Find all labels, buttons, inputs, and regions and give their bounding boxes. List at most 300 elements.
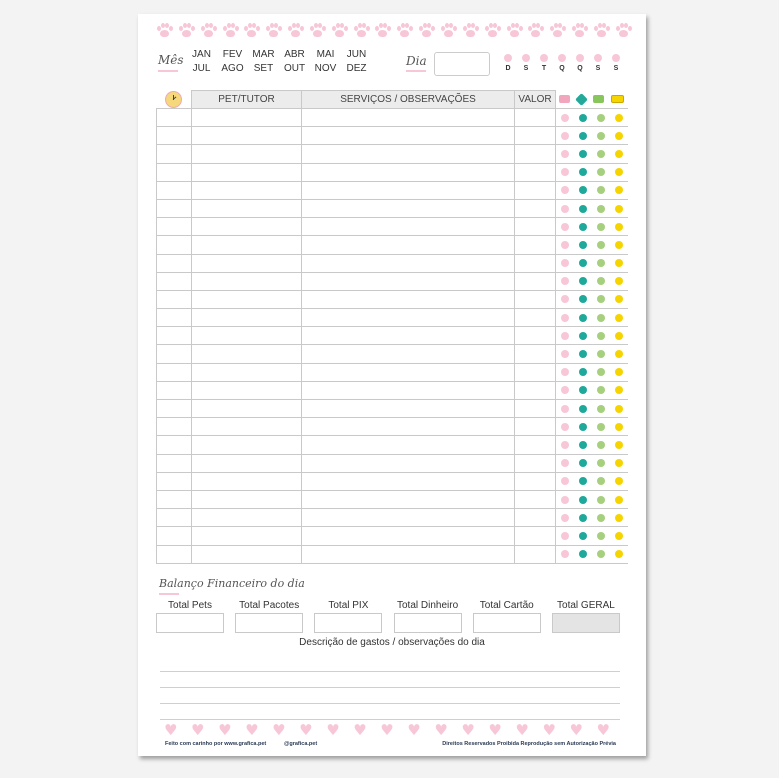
pet-tutor-cell[interactable]: [192, 272, 302, 290]
services-cell[interactable]: [302, 490, 515, 508]
table-row: [157, 454, 628, 472]
payment-option-dot[interactable]: [615, 332, 623, 340]
pet-tutor-cell[interactable]: [192, 327, 302, 345]
payment-method-cell: [556, 290, 628, 308]
paw-icon: [178, 23, 194, 39]
payment-option-dot[interactable]: [579, 514, 587, 522]
payment-option-dot[interactable]: [579, 423, 587, 431]
footer-credit: Feito com carinho por www.grafica.pet: [165, 741, 267, 747]
heart-icon: ♥: [326, 721, 340, 739]
payment-option-dot[interactable]: [579, 477, 587, 485]
valor-cell[interactable]: [515, 272, 556, 290]
payment-option-dot[interactable]: [615, 386, 623, 394]
weekday-dot[interactable]: [558, 54, 566, 62]
weekday-dot[interactable]: [576, 54, 584, 62]
payment-option-dot[interactable]: [597, 405, 605, 413]
table-row: [157, 236, 628, 254]
services-cell[interactable]: [302, 254, 515, 272]
paw-icon: [593, 23, 609, 39]
pet-tutor-cell[interactable]: [192, 436, 302, 454]
payment-option-dot[interactable]: [561, 259, 569, 267]
payment-option-dot[interactable]: [561, 114, 569, 122]
payment-method-cell: [556, 272, 628, 290]
payment-method-cell: [556, 363, 628, 381]
services-cell[interactable]: [302, 218, 515, 236]
services-cell[interactable]: [302, 127, 515, 145]
pet-tutor-cell[interactable]: [192, 254, 302, 272]
notes-line[interactable]: [160, 719, 620, 720]
table-row: [157, 109, 628, 127]
pet-tutor-cell[interactable]: [192, 181, 302, 199]
time-cell[interactable]: [157, 218, 192, 236]
paw-icon: [418, 23, 434, 39]
payment-option-dot[interactable]: [561, 223, 569, 231]
payment-option-dot[interactable]: [597, 205, 605, 213]
services-cell[interactable]: [302, 527, 515, 545]
table-row: [157, 363, 628, 381]
time-cell[interactable]: [157, 418, 192, 436]
payment-option-dot[interactable]: [597, 223, 605, 231]
time-cell[interactable]: [157, 254, 192, 272]
payment-option-dot[interactable]: [597, 150, 605, 158]
weekday-dot[interactable]: [504, 54, 512, 62]
payment-option-dot[interactable]: [561, 477, 569, 485]
payment-option-dot[interactable]: [597, 459, 605, 467]
valor-cell[interactable]: [515, 145, 556, 163]
payment-option-dot[interactable]: [561, 277, 569, 285]
services-cell[interactable]: [302, 454, 515, 472]
payment-option-dot[interactable]: [579, 277, 587, 285]
services-cell[interactable]: [302, 400, 515, 418]
table-row: [157, 127, 628, 145]
time-cell[interactable]: [157, 436, 192, 454]
paw-icon: [549, 23, 565, 39]
weekday-letter: Q: [577, 65, 583, 72]
time-cell[interactable]: [157, 309, 192, 327]
payment-option-dot[interactable]: [597, 350, 605, 358]
payment-option-dot[interactable]: [597, 532, 605, 540]
services-cell[interactable]: [302, 345, 515, 363]
weekday-dot[interactable]: [594, 54, 602, 62]
time-cell[interactable]: [157, 145, 192, 163]
payment-option-dot[interactable]: [615, 150, 623, 158]
payment-option-dot[interactable]: [615, 277, 623, 285]
month-option[interactable]: JUL: [192, 63, 211, 74]
time-cell[interactable]: [157, 272, 192, 290]
time-cell[interactable]: [157, 127, 192, 145]
paw-icon: [222, 23, 238, 39]
weekday-option[interactable]: [610, 54, 622, 72]
payment-option-dot[interactable]: [561, 459, 569, 467]
heart-icon: ♥: [461, 721, 475, 739]
payment-option-dot[interactable]: [561, 132, 569, 140]
payment-option-dot[interactable]: [615, 514, 623, 522]
payment-option-dot[interactable]: [579, 405, 587, 413]
valor-cell[interactable]: [515, 509, 556, 527]
payment-option-dot[interactable]: [597, 332, 605, 340]
time-cell[interactable]: [157, 545, 192, 563]
valor-cell[interactable]: [515, 381, 556, 399]
payment-option-dot[interactable]: [597, 386, 605, 394]
weekday-option[interactable]: [556, 54, 568, 72]
weekday-dot[interactable]: [612, 54, 620, 62]
payment-option-dot[interactable]: [615, 223, 623, 231]
time-cell[interactable]: [157, 109, 192, 127]
payment-option-dot[interactable]: [579, 550, 587, 558]
payment-option-dot[interactable]: [579, 386, 587, 394]
payment-method-cell: [556, 418, 628, 436]
valor-cell[interactable]: [515, 400, 556, 418]
table-row: [157, 490, 628, 508]
time-cell[interactable]: [157, 490, 192, 508]
valor-cell[interactable]: [515, 163, 556, 181]
payment-option-dot[interactable]: [597, 168, 605, 176]
valor-cell[interactable]: [515, 418, 556, 436]
valor-cell[interactable]: [515, 236, 556, 254]
pet-tutor-cell[interactable]: [192, 309, 302, 327]
pet-tutor-cell[interactable]: [192, 290, 302, 308]
pet-tutor-cell[interactable]: [192, 109, 302, 127]
month-option[interactable]: NOV: [314, 63, 337, 74]
heart-icon: ♥: [515, 721, 529, 739]
payment-option-dot[interactable]: [597, 277, 605, 285]
payment-method-cell: [556, 109, 628, 127]
payment-option-dot[interactable]: [561, 423, 569, 431]
pet-tutor-cell[interactable]: [192, 527, 302, 545]
payment-method-cell: [556, 345, 628, 363]
payment-option-dot[interactable]: [579, 223, 587, 231]
payment-option-dot[interactable]: [597, 477, 605, 485]
pet-tutor-cell[interactable]: [192, 127, 302, 145]
time-cell[interactable]: [157, 363, 192, 381]
payment-option-dot[interactable]: [615, 550, 623, 558]
weekday-dot[interactable]: [540, 54, 548, 62]
pet-tutor-cell[interactable]: [192, 163, 302, 181]
payment-option-dot[interactable]: [615, 259, 623, 267]
payment-option-dot[interactable]: [615, 368, 623, 376]
services-cell[interactable]: [302, 363, 515, 381]
month-option[interactable]: JUN: [346, 49, 367, 60]
payment-option-dot[interactable]: [561, 550, 569, 558]
payment-option-dot[interactable]: [579, 314, 587, 322]
payment-option-dot[interactable]: [597, 441, 605, 449]
heart-icon: ♥: [299, 721, 313, 739]
payment-option-dot[interactable]: [561, 405, 569, 413]
day-input-box[interactable]: [434, 52, 490, 76]
payment-option-dot[interactable]: [597, 259, 605, 267]
payment-option-dot[interactable]: [615, 314, 623, 322]
payment-option-dot[interactable]: [579, 205, 587, 213]
heart-icon: ♥: [542, 721, 556, 739]
month-option[interactable]: AGO: [221, 63, 244, 74]
payment-option-dot[interactable]: [615, 405, 623, 413]
services-cell[interactable]: [302, 181, 515, 199]
payment-option-dot[interactable]: [561, 168, 569, 176]
pet-tutor-cell[interactable]: [192, 218, 302, 236]
weekday-letter: Q: [559, 65, 565, 72]
payment-option-dot[interactable]: [597, 186, 605, 194]
time-cell[interactable]: [157, 290, 192, 308]
payment-option-dot[interactable]: [615, 459, 623, 467]
table-row: [157, 436, 628, 454]
services-cell[interactable]: [302, 509, 515, 527]
payment-option-dot[interactable]: [579, 186, 587, 194]
time-cell[interactable]: [157, 199, 192, 217]
payment-option-dot[interactable]: [561, 514, 569, 522]
payment-option-dot[interactable]: [561, 386, 569, 394]
valor-cell[interactable]: [515, 545, 556, 563]
total-input-box[interactable]: [394, 613, 462, 633]
payment-option-dot[interactable]: [561, 314, 569, 322]
payment-option-dot[interactable]: [615, 350, 623, 358]
valor-cell[interactable]: [515, 254, 556, 272]
valor-cell[interactable]: [515, 290, 556, 308]
month-option[interactable]: MAI: [316, 49, 335, 60]
month-option[interactable]: JAN: [192, 49, 211, 60]
payment-option-dot[interactable]: [579, 150, 587, 158]
time-cell[interactable]: [157, 527, 192, 545]
payment-option-dot[interactable]: [597, 496, 605, 504]
total-field: [394, 600, 462, 633]
pet-tutor-cell[interactable]: [192, 472, 302, 490]
payment-option-dot[interactable]: [579, 132, 587, 140]
pet-tutor-cell[interactable]: [192, 145, 302, 163]
valor-cell[interactable]: [515, 109, 556, 127]
payment-method-cell: [556, 199, 628, 217]
column-header-services: SERVIÇOS / OBSERVAÇÕES: [302, 91, 515, 109]
time-column-header: [157, 91, 192, 109]
payment-option-dot[interactable]: [579, 350, 587, 358]
paw-border: [156, 23, 631, 43]
payment-option-dot[interactable]: [561, 241, 569, 249]
services-cell[interactable]: [302, 418, 515, 436]
payment-option-dot[interactable]: [579, 459, 587, 467]
total-input-box[interactable]: [552, 613, 620, 633]
payment-option-dot[interactable]: [615, 114, 623, 122]
payment-method-cell: [556, 436, 628, 454]
payment-option-dot[interactable]: [597, 132, 605, 140]
payment-option-dot[interactable]: [615, 241, 623, 249]
services-cell[interactable]: [302, 272, 515, 290]
month-option[interactable]: SET: [253, 63, 274, 74]
services-cell[interactable]: [302, 290, 515, 308]
column-header-valor: VALOR: [515, 91, 556, 109]
payment-option-dot[interactable]: [615, 205, 623, 213]
payment-option-dot[interactable]: [579, 259, 587, 267]
table-row: [157, 400, 628, 418]
payment-option-dot[interactable]: [615, 441, 623, 449]
pet-tutor-cell[interactable]: [192, 381, 302, 399]
valor-cell[interactable]: [515, 345, 556, 363]
time-cell[interactable]: [157, 327, 192, 345]
payment-option-dot[interactable]: [561, 350, 569, 358]
payment-option-dot[interactable]: [579, 332, 587, 340]
payment-option-dot[interactable]: [579, 241, 587, 249]
weekday-option[interactable]: [520, 54, 532, 72]
valor-cell[interactable]: [515, 327, 556, 345]
cash-icon: [593, 95, 604, 103]
paw-icon: [309, 23, 325, 39]
time-cell[interactable]: [157, 472, 192, 490]
valor-cell[interactable]: [515, 436, 556, 454]
services-cell[interactable]: [302, 472, 515, 490]
services-cell[interactable]: [302, 199, 515, 217]
total-field: [235, 600, 303, 633]
payment-option-dot[interactable]: [615, 423, 623, 431]
services-cell[interactable]: [302, 145, 515, 163]
payment-option-dot[interactable]: [579, 532, 587, 540]
payment-option-dot[interactable]: [579, 168, 587, 176]
valor-cell[interactable]: [515, 218, 556, 236]
total-input-box[interactable]: [235, 613, 303, 633]
notes-line[interactable]: [160, 703, 620, 704]
time-cell[interactable]: [157, 181, 192, 199]
weekday-selector: [502, 54, 622, 72]
services-cell[interactable]: [302, 163, 515, 181]
pet-tutor-cell[interactable]: [192, 199, 302, 217]
payment-option-dot[interactable]: [579, 496, 587, 504]
clock-icon: [165, 91, 182, 108]
weekday-option[interactable]: [592, 54, 604, 72]
payment-option-dot[interactable]: [561, 295, 569, 303]
month-option[interactable]: ABR: [284, 49, 305, 60]
weekday-option[interactable]: [574, 54, 586, 72]
weekday-option[interactable]: [538, 54, 550, 72]
pet-tutor-cell[interactable]: [192, 509, 302, 527]
total-input-box[interactable]: [473, 613, 541, 633]
payment-option-dot[interactable]: [561, 496, 569, 504]
table-row: [157, 509, 628, 527]
payment-option-dot[interactable]: [615, 295, 623, 303]
payment-option-dot[interactable]: [597, 314, 605, 322]
pet-tutor-cell[interactable]: [192, 363, 302, 381]
valor-cell[interactable]: [515, 181, 556, 199]
payment-method-cell: [556, 509, 628, 527]
payment-option-dot[interactable]: [561, 332, 569, 340]
time-cell[interactable]: [157, 236, 192, 254]
weekday-letter: D: [505, 65, 511, 72]
valor-cell[interactable]: [515, 309, 556, 327]
pet-tutor-cell[interactable]: [192, 418, 302, 436]
services-cell[interactable]: [302, 309, 515, 327]
payment-option-dot[interactable]: [579, 441, 587, 449]
paw-icon: [287, 23, 303, 39]
time-cell[interactable]: [157, 509, 192, 527]
heart-icon: ♥: [272, 721, 286, 739]
services-cell[interactable]: [302, 381, 515, 399]
services-cell[interactable]: [302, 327, 515, 345]
payment-option-dot[interactable]: [561, 532, 569, 540]
pet-tutor-cell[interactable]: [192, 454, 302, 472]
payment-option-dot[interactable]: [615, 496, 623, 504]
payment-option-dot[interactable]: [597, 514, 605, 522]
payment-option-dot[interactable]: [597, 550, 605, 558]
pet-tutor-cell[interactable]: [192, 490, 302, 508]
month-option[interactable]: DEZ: [346, 63, 367, 74]
payment-method-cell: [556, 381, 628, 399]
payment-option-dot[interactable]: [561, 186, 569, 194]
month-option[interactable]: MAR: [252, 49, 275, 60]
paw-icon: [265, 23, 281, 39]
payment-method-cell: [556, 127, 628, 145]
payment-option-dot[interactable]: [597, 368, 605, 376]
pet-tutor-cell[interactable]: [192, 545, 302, 563]
time-cell[interactable]: [157, 454, 192, 472]
valor-cell[interactable]: [515, 490, 556, 508]
payment-option-dot[interactable]: [615, 132, 623, 140]
valor-cell[interactable]: [515, 127, 556, 145]
payment-option-dot[interactable]: [615, 532, 623, 540]
heart-icon: ♥: [218, 721, 232, 739]
weekday-option[interactable]: [502, 54, 514, 72]
valor-cell[interactable]: [515, 527, 556, 545]
footer-handle: @grafica.pet: [284, 741, 318, 747]
total-input-box[interactable]: [156, 613, 224, 633]
notes-line[interactable]: [160, 687, 620, 688]
month-option[interactable]: OUT: [283, 63, 306, 74]
paw-icon: [374, 23, 390, 39]
payment-method-cell: [556, 254, 628, 272]
time-cell[interactable]: [157, 400, 192, 418]
time-cell[interactable]: [157, 345, 192, 363]
pet-tutor-cell[interactable]: [192, 345, 302, 363]
total-input-box[interactable]: [314, 613, 382, 633]
services-cell[interactable]: [302, 545, 515, 563]
payment-method-cell: [556, 454, 628, 472]
payment-option-dot[interactable]: [615, 168, 623, 176]
payment-option-dot[interactable]: [597, 114, 605, 122]
heart-icon: ♥: [164, 721, 178, 739]
payment-option-dot[interactable]: [561, 205, 569, 213]
valor-cell[interactable]: [515, 363, 556, 381]
weekday-dot[interactable]: [522, 54, 530, 62]
weekday-letter: S: [523, 65, 529, 72]
table-row: [157, 163, 628, 181]
payment-option-dot[interactable]: [597, 423, 605, 431]
valor-cell[interactable]: [515, 199, 556, 217]
bag-icon: [559, 95, 570, 103]
services-cell[interactable]: [302, 436, 515, 454]
valor-cell[interactable]: [515, 454, 556, 472]
services-cell[interactable]: [302, 236, 515, 254]
payment-option-dot[interactable]: [561, 441, 569, 449]
notes-line[interactable]: [160, 671, 620, 672]
payment-option-dot[interactable]: [579, 368, 587, 376]
pet-tutor-cell[interactable]: [192, 400, 302, 418]
services-cell[interactable]: [302, 109, 515, 127]
payment-option-dot[interactable]: [561, 368, 569, 376]
table-row: [157, 272, 628, 290]
payment-option-dot[interactable]: [579, 114, 587, 122]
total-field: [156, 600, 224, 633]
paw-icon: [506, 23, 522, 39]
payment-option-dot[interactable]: [561, 150, 569, 158]
time-cell[interactable]: [157, 163, 192, 181]
payment-option-dot[interactable]: [597, 295, 605, 303]
payment-option-dot[interactable]: [579, 295, 587, 303]
time-cell[interactable]: [157, 381, 192, 399]
pet-tutor-cell[interactable]: [192, 236, 302, 254]
month-selector: [186, 49, 376, 74]
table-header-row: [157, 91, 628, 109]
expenses-description-label: Descrição de gastos / observações do dia: [299, 637, 485, 648]
table-row: [157, 527, 628, 545]
payment-option-dot[interactable]: [615, 477, 623, 485]
payment-option-dot[interactable]: [597, 241, 605, 249]
valor-cell[interactable]: [515, 472, 556, 490]
payment-option-dot[interactable]: [615, 186, 623, 194]
month-option[interactable]: FEV: [222, 49, 243, 60]
